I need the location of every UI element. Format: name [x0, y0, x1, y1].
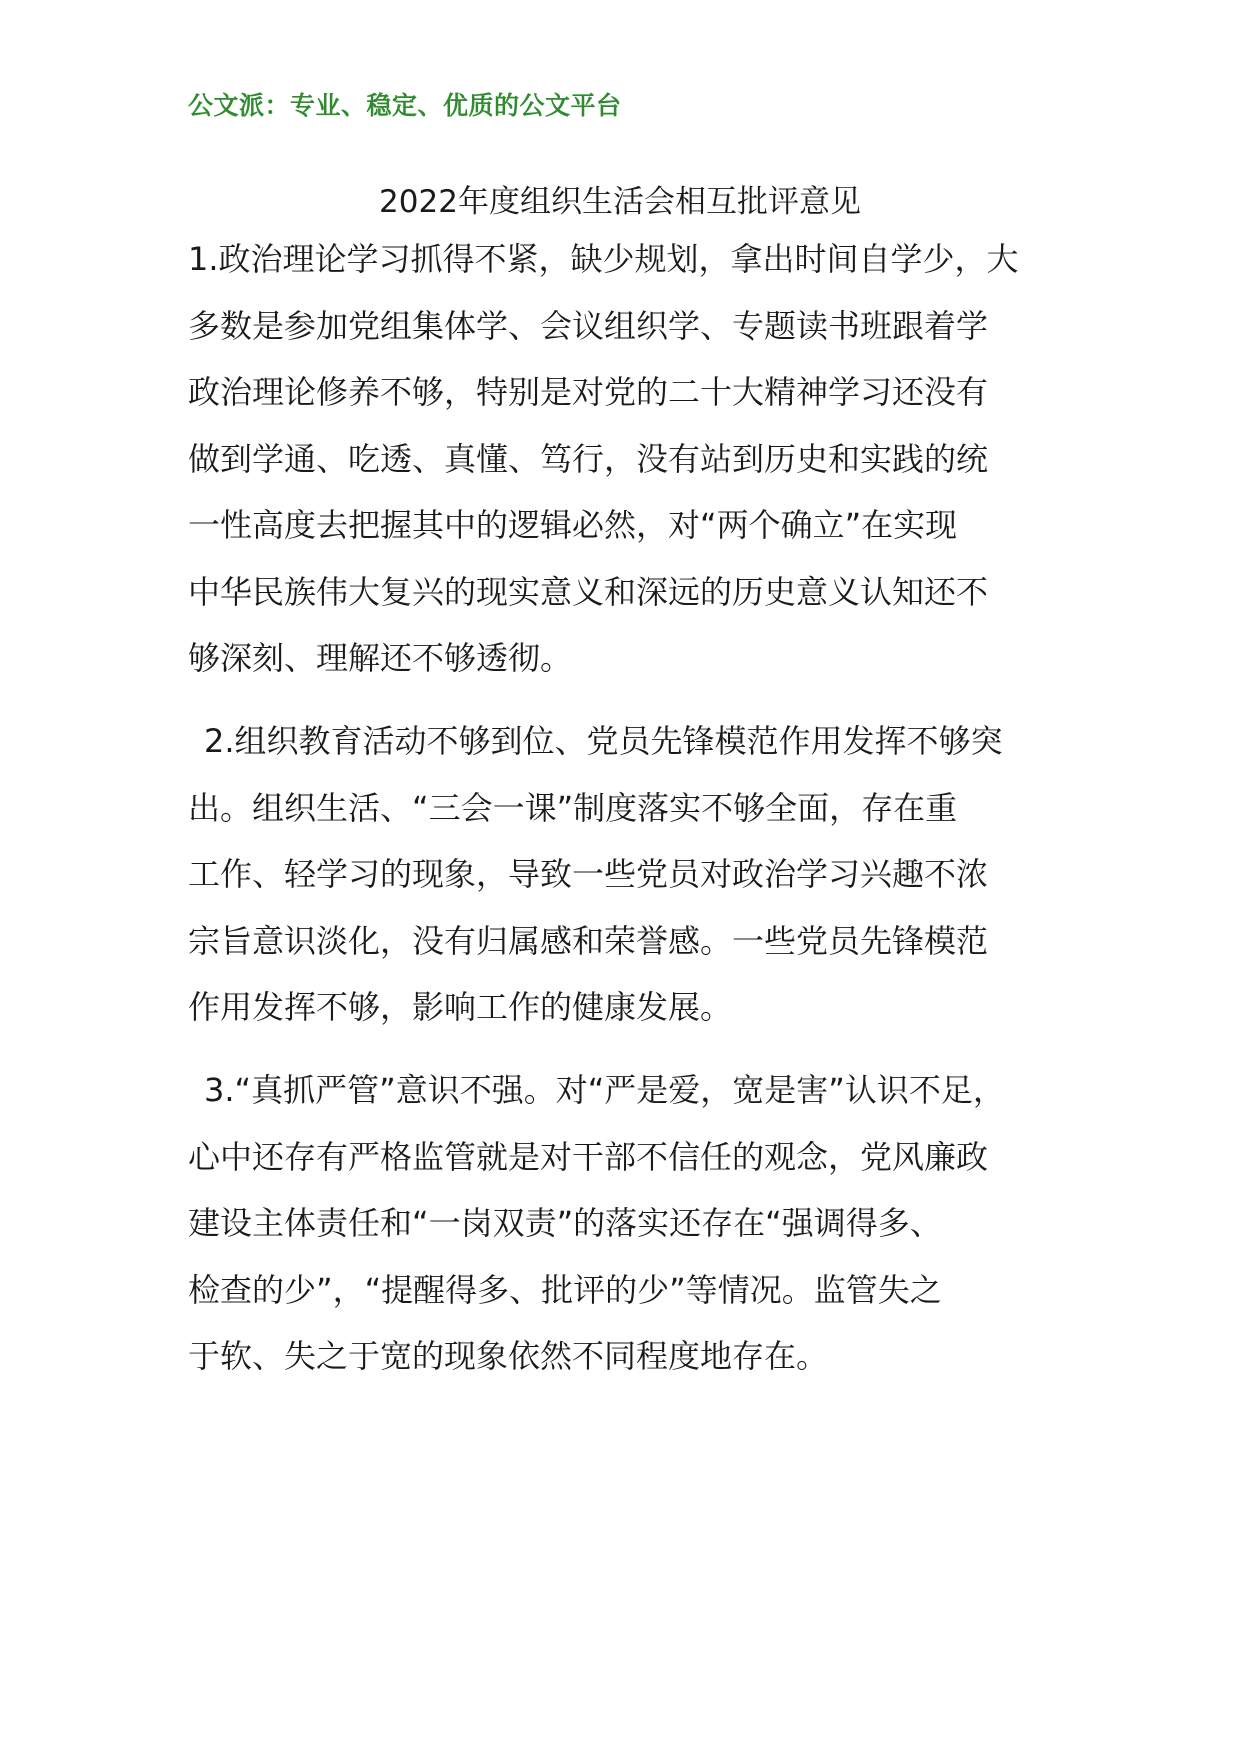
paragraph-2-line-3: 工作、轻学习的现象，导致一些党员对政治学习兴趣不浓 — [188, 855, 989, 893]
paragraph-3-line-3: 建设主体责任和“一岗双责”的落实还存在“强调得多、 — [188, 1204, 942, 1242]
paragraph-2-line-2: 出。组织生活、“三会一课”制度落实不够全面，存在重 — [188, 789, 958, 827]
paragraph-3-line-5: 于软、失之于宽的现象依然不同程度地存在。 — [188, 1337, 829, 1375]
site-header-text: 公文派：专业、稳定、优质的公文平台 — [188, 91, 622, 120]
paragraph-1-line-7: 够深刻、理解还不够透彻。 — [188, 639, 573, 677]
paragraph-2-line-5: 作用发挥不够，影响工作的健康发展。 — [188, 988, 733, 1026]
paragraph-1-line-4: 做到学通、吃透、真懂、笃行，没有站到历史和实践的统 — [188, 440, 989, 478]
paragraph-1-line-6: 中华民族伟大复兴的现实意义和深远的历史意义认知还不 — [188, 573, 989, 611]
document-title: 2022年度组织生活会相互批评意见 — [379, 184, 861, 220]
paragraph-2-line-4: 宗旨意识淡化，没有归属感和荣誉感。一些党员先锋模范 — [188, 922, 989, 960]
paragraph-1-line-1: 1.政治理论学习抓得不紧，缺少规划，拿出时间自学少，大 — [188, 240, 1019, 278]
paragraph-1-line-2: 多数是参加党组集体学、会议组织学、专题读书班跟着学 — [188, 307, 989, 345]
paragraph-1-line-3: 政治理论修养不够，特别是对党的二十大精神学习还没有 — [188, 373, 989, 411]
paragraph-2-line-1: 2.组织教育活动不够到位、党员先锋模范作用发挥不够突 — [204, 722, 1003, 760]
paragraph-1-line-5: 一性高度去把握其中的逻辑必然，对“两个确立”在实现 — [188, 506, 958, 544]
paragraph-3-line-4: 检查的少”，“提醒得多、批评的少”等情况。监管失之 — [188, 1271, 942, 1309]
paragraph-3-line-2: 心中还存有严格监管就是对干部不信任的观念，党风廉政 — [188, 1138, 989, 1176]
paragraph-3-line-1: 3.“真抓严管”意识不强。对“严是爱，宽是害”认识不足， — [204, 1071, 1005, 1109]
